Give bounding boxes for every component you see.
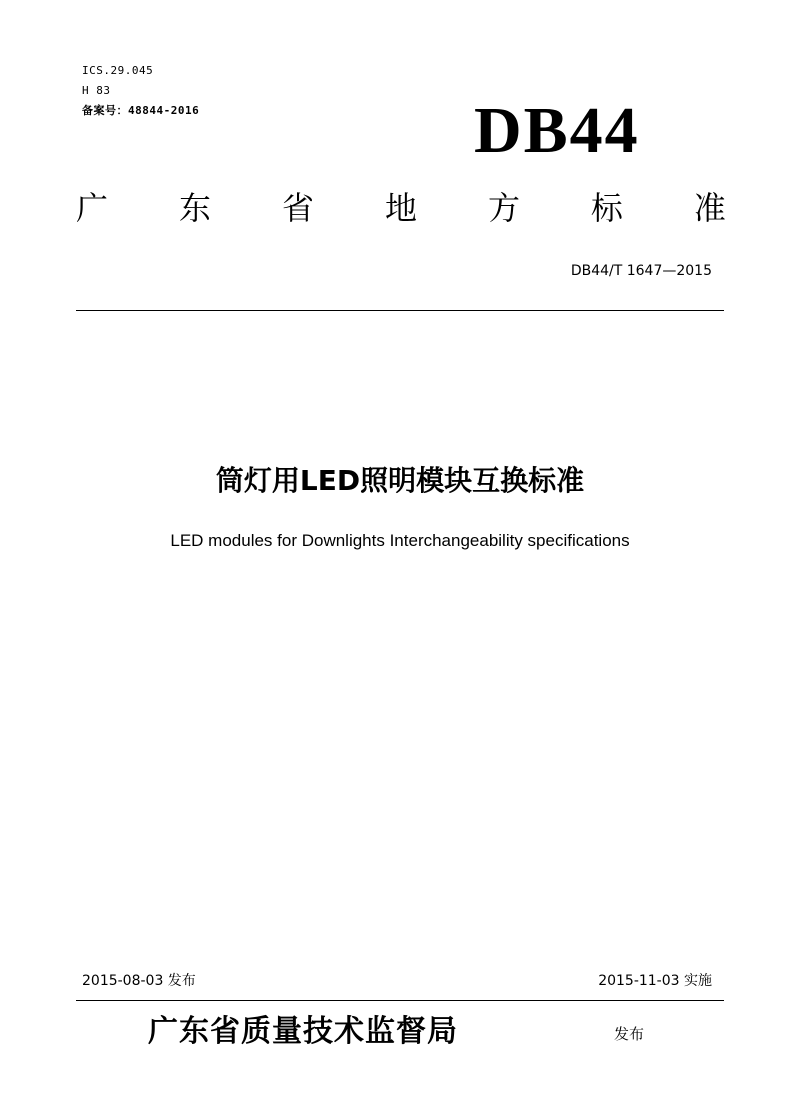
standard-number: DB44/T 1647—2015 bbox=[570, 263, 712, 279]
standard-type-char: 广 bbox=[76, 189, 109, 227]
standard-type-char: 东 bbox=[178, 189, 211, 227]
standard-type-char: 标 bbox=[590, 189, 623, 227]
db-standard-mark: DB44 bbox=[474, 94, 640, 167]
standard-type-heading bbox=[76, 186, 726, 230]
filing-number: 备案号：48844-2016 bbox=[82, 104, 200, 117]
issuing-authority-suffix: 发布 bbox=[614, 1025, 645, 1043]
standard-type-char: 省 bbox=[281, 189, 314, 227]
standard-type-char: 准 bbox=[693, 189, 726, 227]
standard-type-char: 地 bbox=[384, 189, 417, 227]
document-title-chinese: 筒灯用LED照明模块互换标准 bbox=[215, 464, 585, 497]
standard-type-char: 方 bbox=[487, 189, 520, 227]
classification-code: H 83 bbox=[82, 84, 111, 97]
issue-date: 2015-08-03 发布 bbox=[82, 973, 196, 989]
document-title-english: LED modules for Downlights Interchangeability specifications bbox=[170, 531, 630, 550]
ics-code: ICS.29.045 bbox=[82, 64, 154, 77]
implementation-date: 2015-11-03 实施 bbox=[598, 973, 712, 989]
top-divider bbox=[76, 310, 724, 311]
issuing-authority: 广东省质量技术监督局 bbox=[148, 1014, 458, 1049]
bottom-divider bbox=[76, 1000, 724, 1001]
